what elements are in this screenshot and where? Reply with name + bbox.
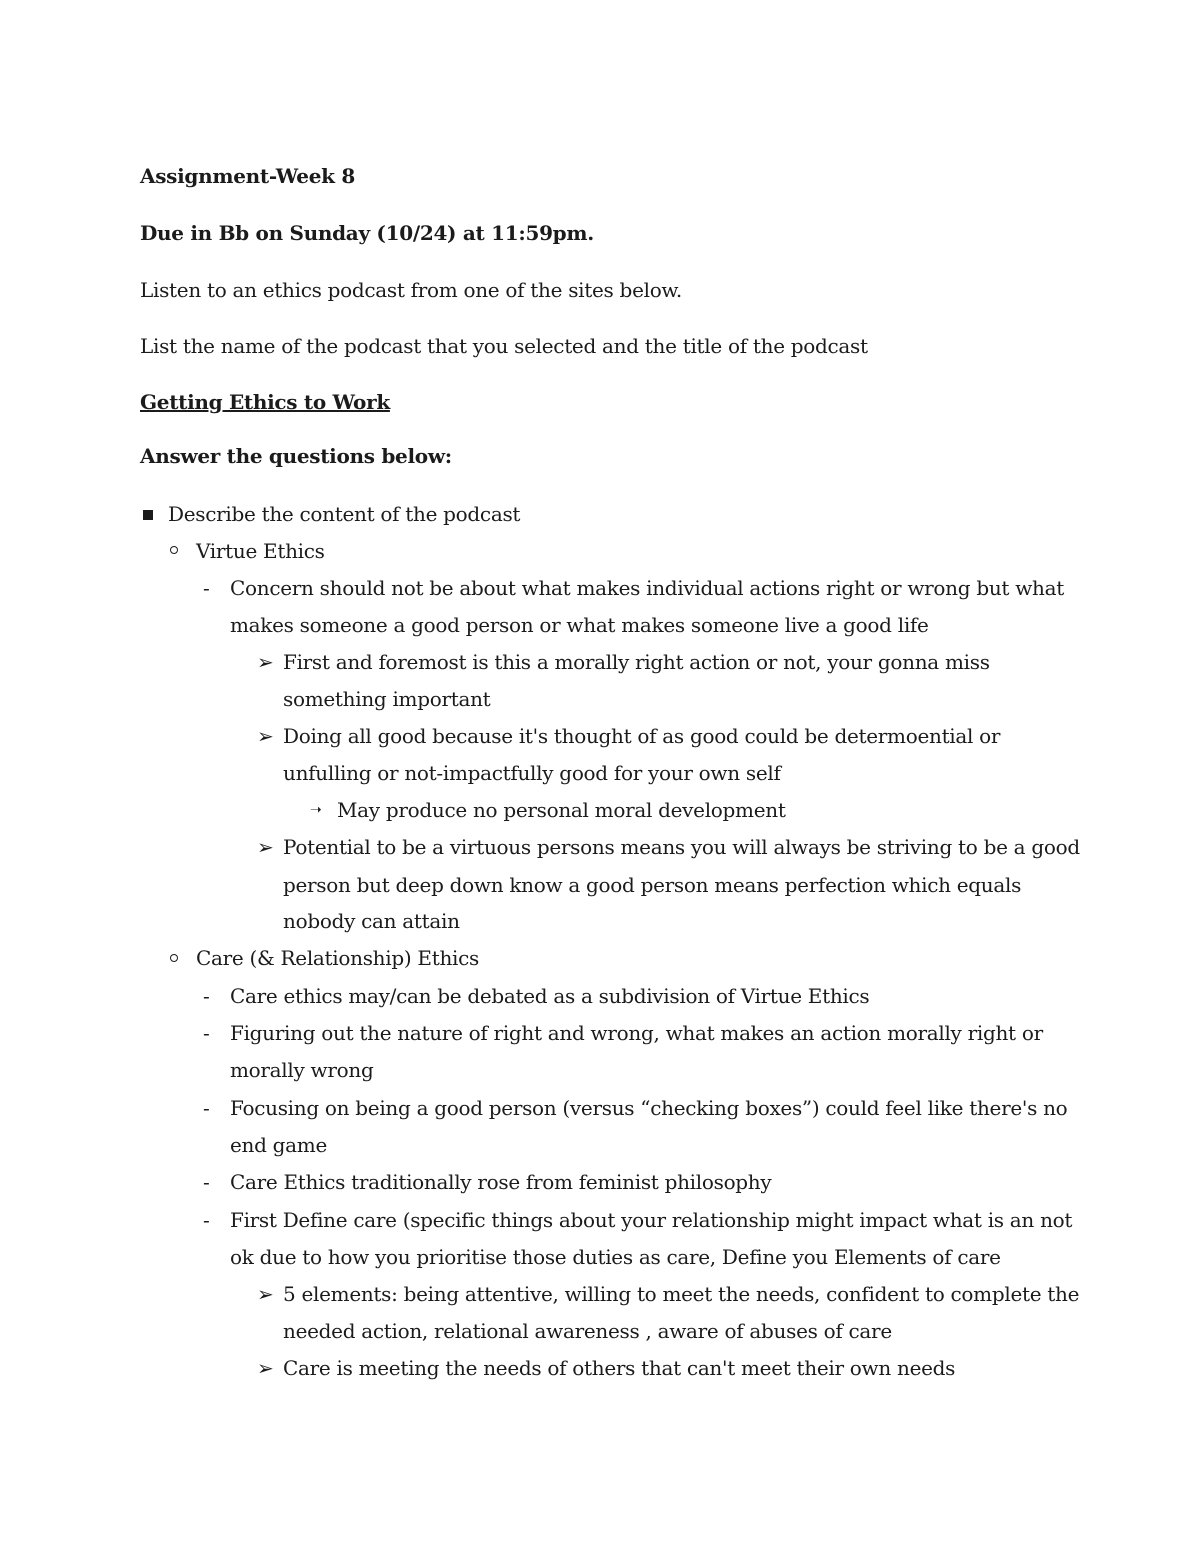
virtue-arrow-3-line-1: Potential to be a virtuous persons means you will always be striving to be a good [283,835,1080,859]
virtue-arrow-3-line-3: nobody can attain [283,909,460,933]
dash-bullet-icon: - [203,576,210,600]
care-arrow-2: Care is meeting the needs of others that can't meet their own needs [283,1356,956,1380]
bullet-describe-content: Describe the content of the podcast [168,502,521,526]
dash-bullet-icon: - [203,1021,210,1045]
small-arrow-bullet-icon: ➝ [310,802,322,818]
instruction-listen: Listen to an ethics podcast from one of the sites below. [140,278,682,302]
care-point-1: Care ethics may/can be debated as a subdivision of Virtue Ethics [230,984,870,1008]
questions-heading: Answer the questions below: [140,444,452,468]
instruction-list: List the name of the podcast that you selected and the title of the podcast [140,334,868,358]
care-point-2-line-2: morally wrong [230,1058,374,1082]
bullet-care-ethics: Care (& Relationship) Ethics [196,946,479,970]
virtue-arrow-2-line-1: Doing all good because it's thought of as good could be determoential or [283,724,1001,748]
due-date: Due in Bb on Sunday (10/24) at 11:59pm. [140,221,594,245]
circle-bullet-icon [170,546,178,554]
virtue-arrow-1-line-1: First and foremost is this a morally right action or not, your gonna miss [283,650,990,674]
care-point-5-line-2: ok due to how you prioritise those duties as care, Define you Elements of care [230,1245,1001,1269]
virtue-point-1-line-1: Concern should not be about what makes individual actions right or wrong but what [230,576,1064,600]
podcast-title: Getting Ethics to Work [140,390,390,414]
virtue-arrow-1-line-2: something important [283,687,491,711]
bullet-virtue-ethics: Virtue Ethics [196,539,325,563]
care-point-5-line-1: First Define care (specific things about your relationship might impact what is an not [230,1208,1073,1232]
arrowhead-bullet-icon: ➢ [257,835,274,859]
arrowhead-bullet-icon: ➢ [257,724,274,748]
dash-bullet-icon: - [203,1096,210,1120]
circle-bullet-icon [170,954,178,962]
arrowhead-bullet-icon: ➢ [257,1282,274,1306]
virtue-sub-point: May produce no personal moral development [337,798,786,822]
virtue-point-1-line-2: makes someone a good person or what makes someone live a good life [230,613,929,637]
care-point-3-line-2: end game [230,1133,328,1157]
dash-bullet-icon: - [203,1208,210,1232]
care-arrow-1-line-2: needed action, relational awareness , aware of abuses of care [283,1319,892,1343]
care-point-2-line-1: Figuring out the nature of right and wrong, what makes an action morally right or [230,1021,1043,1045]
dash-bullet-icon: - [203,984,210,1008]
virtue-arrow-3-line-2: person but deep down know a good person means perfection which equals [283,873,1022,897]
arrowhead-bullet-icon: ➢ [257,650,274,674]
care-arrow-1-line-1: 5 elements: being attentive, willing to meet the needs, confident to complete the [283,1282,1080,1306]
square-bullet-icon [143,510,153,520]
assignment-title: Assignment-Week 8 [140,164,355,188]
arrowhead-bullet-icon: ➢ [257,1356,274,1380]
care-point-3-line-1: Focusing on being a good person (versus “checking boxes”) could feel like there's no [230,1096,1068,1120]
care-point-4: Care Ethics traditionally rose from feminist philosophy [230,1170,772,1194]
dash-bullet-icon: - [203,1170,210,1194]
virtue-arrow-2-line-2: unfulling or not-impactfully good for your own self [283,761,781,785]
